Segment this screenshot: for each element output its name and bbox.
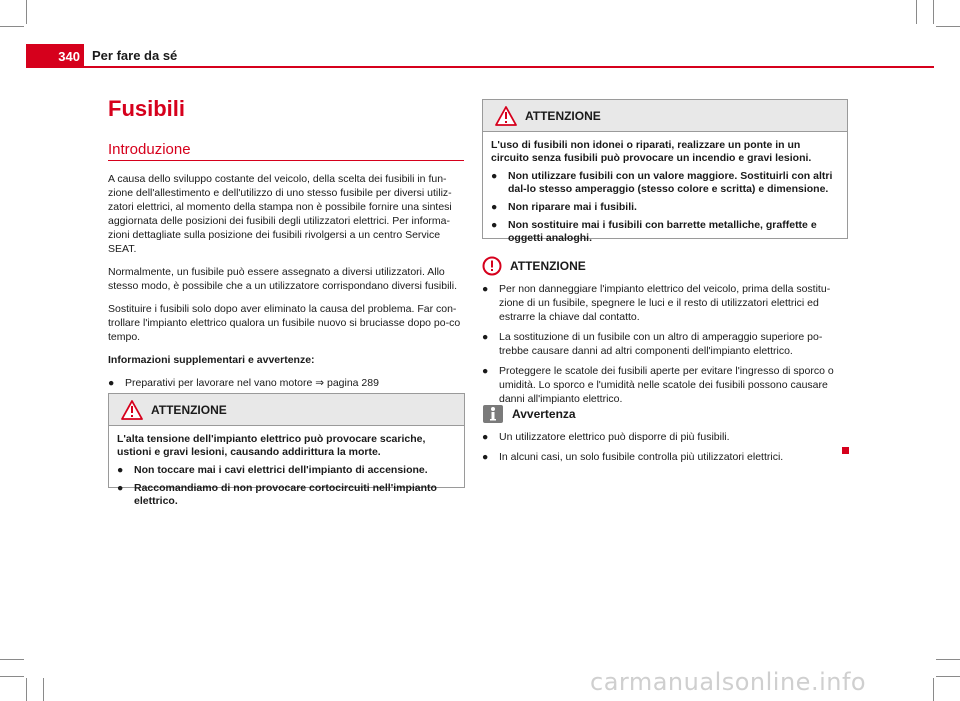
section-title: Fusibili bbox=[108, 96, 185, 121]
warning-header bbox=[109, 394, 464, 426]
link-text[interactable]: Preparativi per lavorare nel vano motore ⇒ pagina 289 bbox=[125, 377, 379, 389]
list-item bbox=[491, 219, 839, 245]
page-number: 340 bbox=[26, 44, 84, 68]
crop-mark bbox=[936, 676, 960, 677]
warning-intro: L'uso di fusibili non idonei o riparati, realizzare un ponte in un circuito senza fusibili può provocare un incendio e gravi lesioni. bbox=[491, 139, 812, 164]
crop-mark bbox=[936, 26, 960, 27]
crop-mark bbox=[43, 678, 44, 701]
bullet-icon: ● bbox=[117, 482, 124, 494]
list-item bbox=[108, 376, 464, 390]
bullet-icon: ● bbox=[482, 451, 489, 463]
warning-item: Non riparare mai i fusibili. bbox=[508, 201, 637, 213]
list-item bbox=[491, 201, 839, 214]
list-item bbox=[482, 330, 848, 358]
caution-header bbox=[482, 256, 848, 276]
caution-item: Proteggere le scatole dei fusibili aperte per evitare l'ingresso di sporco o umidità. Lo sporco e l'umidità nelle scatole dei fusibili possono causare danni all'impianto elettrico. bbox=[499, 365, 834, 405]
crop-mark bbox=[26, 0, 27, 24]
note-item: In alcuni casi, un solo fusibile controlla più utilizzatori elettrici. bbox=[499, 451, 784, 463]
list-item bbox=[491, 170, 839, 196]
crop-mark bbox=[933, 0, 934, 24]
caution-item: Per non danneggiare l'impianto elettrico del veicolo, prima della sostitu-zione di un fusibile, spegnere le luci e il resto di utilizzatori elettrici ed estrarre la chiave dal contatto. bbox=[499, 283, 831, 323]
end-of-section-marker bbox=[842, 447, 849, 454]
warning-triangle-icon bbox=[121, 400, 143, 420]
crop-mark bbox=[936, 659, 960, 660]
running-title: Per fare da sé bbox=[92, 48, 178, 63]
crop-mark bbox=[26, 678, 27, 701]
warning-title: ATTENZIONE bbox=[151, 402, 227, 417]
warning-box bbox=[482, 99, 848, 244]
crop-mark bbox=[0, 659, 24, 660]
caution-title: ATTENZIONE bbox=[510, 259, 586, 273]
caution-item: La sostituzione di un fusibile con un altro di amperaggio superiore po-trebbe causare danni ad altri componenti dell'impianto elettrico. bbox=[499, 331, 823, 357]
crop-mark bbox=[933, 678, 934, 701]
list-item bbox=[482, 364, 848, 406]
crop-mark bbox=[916, 0, 917, 24]
list-item bbox=[117, 464, 456, 477]
bullet-icon: ● bbox=[482, 365, 489, 377]
header-rule bbox=[84, 66, 934, 68]
bullet-icon: ● bbox=[482, 331, 489, 343]
warning-item: Non utilizzare fusibili con un valore maggiore. Sostituirli con altri dal-lo stesso amperaggio (stesso colore e scritta) e dimensione. bbox=[508, 170, 833, 195]
warning-intro: L'alta tensione dell'impianto elettrico può provocare scariche, ustioni e gravi lesioni, causando addirittura la morte. bbox=[117, 433, 426, 458]
warning-header bbox=[483, 100, 847, 132]
paragraph: Sostituire i fusibili solo dopo aver eliminato la causa del problema. Far con-trollare l'impianto elettrico qualora un fusibile nuovo si bruciasse dopo po-co tempo. bbox=[108, 303, 461, 343]
info-heading: Informazioni supplementari e avvertenze: bbox=[108, 354, 315, 366]
note-section bbox=[482, 404, 848, 470]
bullet-icon: ● bbox=[117, 464, 124, 476]
note-header bbox=[482, 404, 848, 424]
paragraph: Normalmente, un fusibile può essere assegnato a diversi utilizzatori. Allo stesso modo, è possibile che a un utilizzatore corrispondano diversi fusibili. bbox=[108, 266, 458, 292]
note-title: Avvertenza bbox=[512, 407, 576, 421]
subsection-title: Introduzione bbox=[108, 141, 191, 158]
bullet-icon: ● bbox=[491, 170, 498, 182]
bullet-icon: ● bbox=[482, 283, 489, 295]
list-item bbox=[482, 430, 848, 444]
warning-item: Non toccare mai i cavi elettrici dell'impianto di accensione. bbox=[134, 464, 428, 476]
exclamation-circle-icon bbox=[482, 256, 502, 276]
warning-title: ATTENZIONE bbox=[525, 108, 601, 123]
warning-body bbox=[109, 426, 464, 518]
crop-mark bbox=[0, 26, 24, 27]
note-icon bbox=[482, 404, 504, 424]
warning-box bbox=[108, 393, 465, 507]
bullet-icon: ● bbox=[482, 431, 489, 443]
note-item: Un utilizzatore elettrico può disporre di più fusibili. bbox=[499, 431, 730, 443]
warning-triangle-icon bbox=[495, 106, 517, 126]
warning-item: Non sostituire mai i fusibili con barrette metalliche, graffette e oggetti analoghi. bbox=[508, 219, 817, 244]
list-item bbox=[482, 282, 848, 324]
bullet-icon: ● bbox=[491, 201, 498, 213]
paragraph: A causa dello sviluppo costante del veicolo, della scelta dei fusibili in fun-zione dell'allestimento e dell'utilizzo di uno stesso fusibile per diversi utiliz-zatori elettrici, al momento della stampa non è possibile fornire una sintesi aggiornata delle posizioni dei fusibili degli utilizzatori elettrici. Per informa-zioni dettagliate sulla posizione dei fusibili rivolgersi a un centro Service SEAT. bbox=[108, 173, 452, 255]
list-item bbox=[482, 450, 848, 464]
left-body bbox=[108, 172, 464, 396]
caution-section bbox=[482, 256, 848, 412]
warning-item: Raccomandiamo di non provocare cortocircuiti nell'impianto elettrico. bbox=[134, 482, 437, 507]
warning-body bbox=[483, 132, 847, 255]
list-item bbox=[117, 482, 456, 508]
subsection-rule bbox=[108, 160, 464, 161]
bullet-icon: ● bbox=[491, 219, 498, 231]
watermark: carmanualsonline.info bbox=[590, 668, 867, 696]
crop-mark bbox=[0, 676, 24, 677]
bullet-icon: ● bbox=[108, 377, 115, 389]
